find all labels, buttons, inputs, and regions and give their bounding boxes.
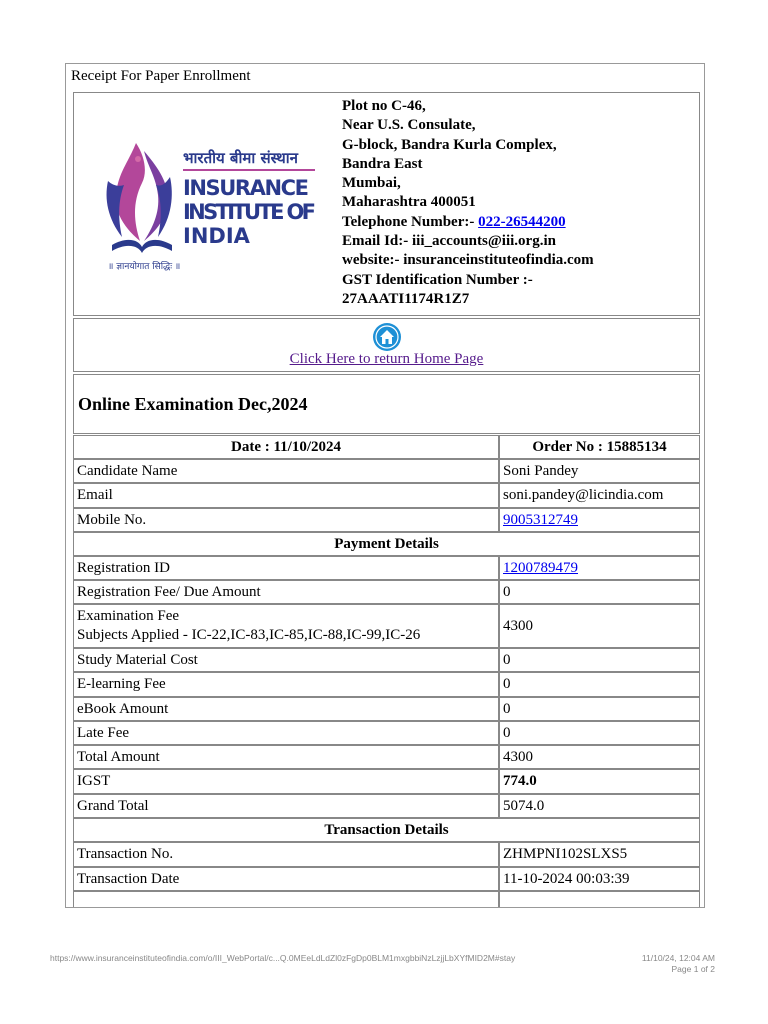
candidate-name-label: Candidate Name xyxy=(73,459,499,483)
registration-id-label: Registration ID xyxy=(73,556,499,580)
study-material-value: 0 xyxy=(499,648,700,672)
date-header: Date : 11/10/2024 xyxy=(73,435,499,459)
subjects-applied: Subjects Applied - IC-22,IC-83,IC-85,IC-88,IC-99,IC-26 xyxy=(77,627,421,643)
registration-id-cell xyxy=(499,556,700,580)
telephone-link[interactable]: 022-26544200 xyxy=(478,213,566,230)
grand-total-label: Grand Total xyxy=(73,794,499,818)
gst-label: GST Identification Number :- xyxy=(342,271,533,288)
table-row-empty-right xyxy=(499,891,700,908)
transaction-details-header: Transaction Details xyxy=(73,818,700,842)
print-datetime: 11/10/24, 12:04 AM xyxy=(641,953,715,963)
ebook-amount-value: 0 xyxy=(499,697,700,721)
print-footer-url: https://www.insuranceinstituteofindia.com/o/III_WebPortal/c...Q.0MEeLdLdZl0zFgDp0BLM1mxgbbiNzLzjjLbXYfMID2M#stay xyxy=(50,953,516,963)
receipt-container xyxy=(65,63,705,908)
table-row-empty-left xyxy=(73,891,499,908)
logo-line-2: INSTITUTE OF xyxy=(183,200,316,224)
address-line: Mumbai, xyxy=(342,175,401,192)
transaction-date-label: Transaction Date xyxy=(73,867,499,891)
registration-fee-value: 0 xyxy=(499,580,700,604)
exam-fee-label: Examination Fee xyxy=(77,608,180,624)
logo-motto: ॥ ज्ञानयोगात सिद्धिः ॥ xyxy=(108,262,181,272)
transaction-date-value: 11-10-2024 00:03:39 xyxy=(499,867,700,891)
transaction-no-label: Transaction No. xyxy=(73,842,499,867)
address-line: Maharashtra 400051 xyxy=(342,194,476,211)
igst-label: IGST xyxy=(73,769,499,794)
print-footer-meta xyxy=(630,953,715,975)
grand-total-value: 5074.0 xyxy=(499,794,700,818)
elearning-fee-label: E-learning Fee xyxy=(73,672,499,697)
address-line: Plot no C-46, xyxy=(342,98,426,114)
institute-logo xyxy=(98,133,323,273)
late-fee-value: 0 xyxy=(499,721,700,745)
logo-line-1: INSURANCE xyxy=(183,176,309,200)
home-icon[interactable] xyxy=(372,322,402,352)
address-line: Near U.S. Consulate, xyxy=(342,117,476,134)
telephone-line xyxy=(342,213,594,232)
address-line: Bandra East xyxy=(342,155,423,172)
elearning-fee-value: 0 xyxy=(499,672,700,697)
telephone-label: Telephone Number:- xyxy=(342,213,475,230)
home-section xyxy=(73,318,700,372)
page-number: Page 1 of 2 xyxy=(671,964,715,974)
payment-details-header: Payment Details xyxy=(73,532,700,556)
exam-section xyxy=(73,374,700,434)
email-line: Email Id:- iii_accounts@iii.org.in xyxy=(342,233,556,250)
receipt-title: Receipt For Paper Enrollment xyxy=(71,68,251,84)
logo-line-3: INDIA xyxy=(183,224,250,248)
registration-id-link[interactable]: 1200789479 xyxy=(503,559,578,576)
logo-hindi-name: भारतीय बीमा संस्थान xyxy=(183,149,298,167)
institute-address xyxy=(342,97,594,309)
email-value: soni.pandey@licindia.com xyxy=(499,483,700,508)
late-fee-label: Late Fee xyxy=(73,721,499,745)
mobile-value-cell xyxy=(499,508,700,532)
mobile-label: Mobile No. xyxy=(73,508,499,532)
transaction-no-value: ZHMPNI102SLXS5 xyxy=(499,842,700,867)
exam-fee-label-cell xyxy=(73,604,499,648)
study-material-label: Study Material Cost xyxy=(73,648,499,672)
total-amount-label: Total Amount xyxy=(73,745,499,769)
exam-title: Online Examination Dec,2024 xyxy=(78,394,308,414)
institute-header xyxy=(73,92,700,316)
website-line: website:- insuranceinstituteofindia.com xyxy=(342,252,594,269)
ebook-amount-label: eBook Amount xyxy=(73,697,499,721)
gst-number: 27AAATI1174R1Z7 xyxy=(342,290,470,307)
order-header: Order No : 15885134 xyxy=(499,435,700,459)
exam-fee-value: 4300 xyxy=(499,604,700,648)
igst-value: 774.0 xyxy=(499,769,700,794)
total-amount-value: 4300 xyxy=(499,745,700,769)
mobile-link[interactable]: 9005312749 xyxy=(503,511,578,528)
email-label: Email xyxy=(73,483,499,508)
candidate-name-value: Soni Pandey xyxy=(499,459,700,483)
address-line: G-block, Bandra Kurla Complex, xyxy=(342,136,557,153)
return-home-link[interactable]: Click Here to return Home Page xyxy=(289,351,484,367)
registration-fee-label: Registration Fee/ Due Amount xyxy=(73,580,499,604)
